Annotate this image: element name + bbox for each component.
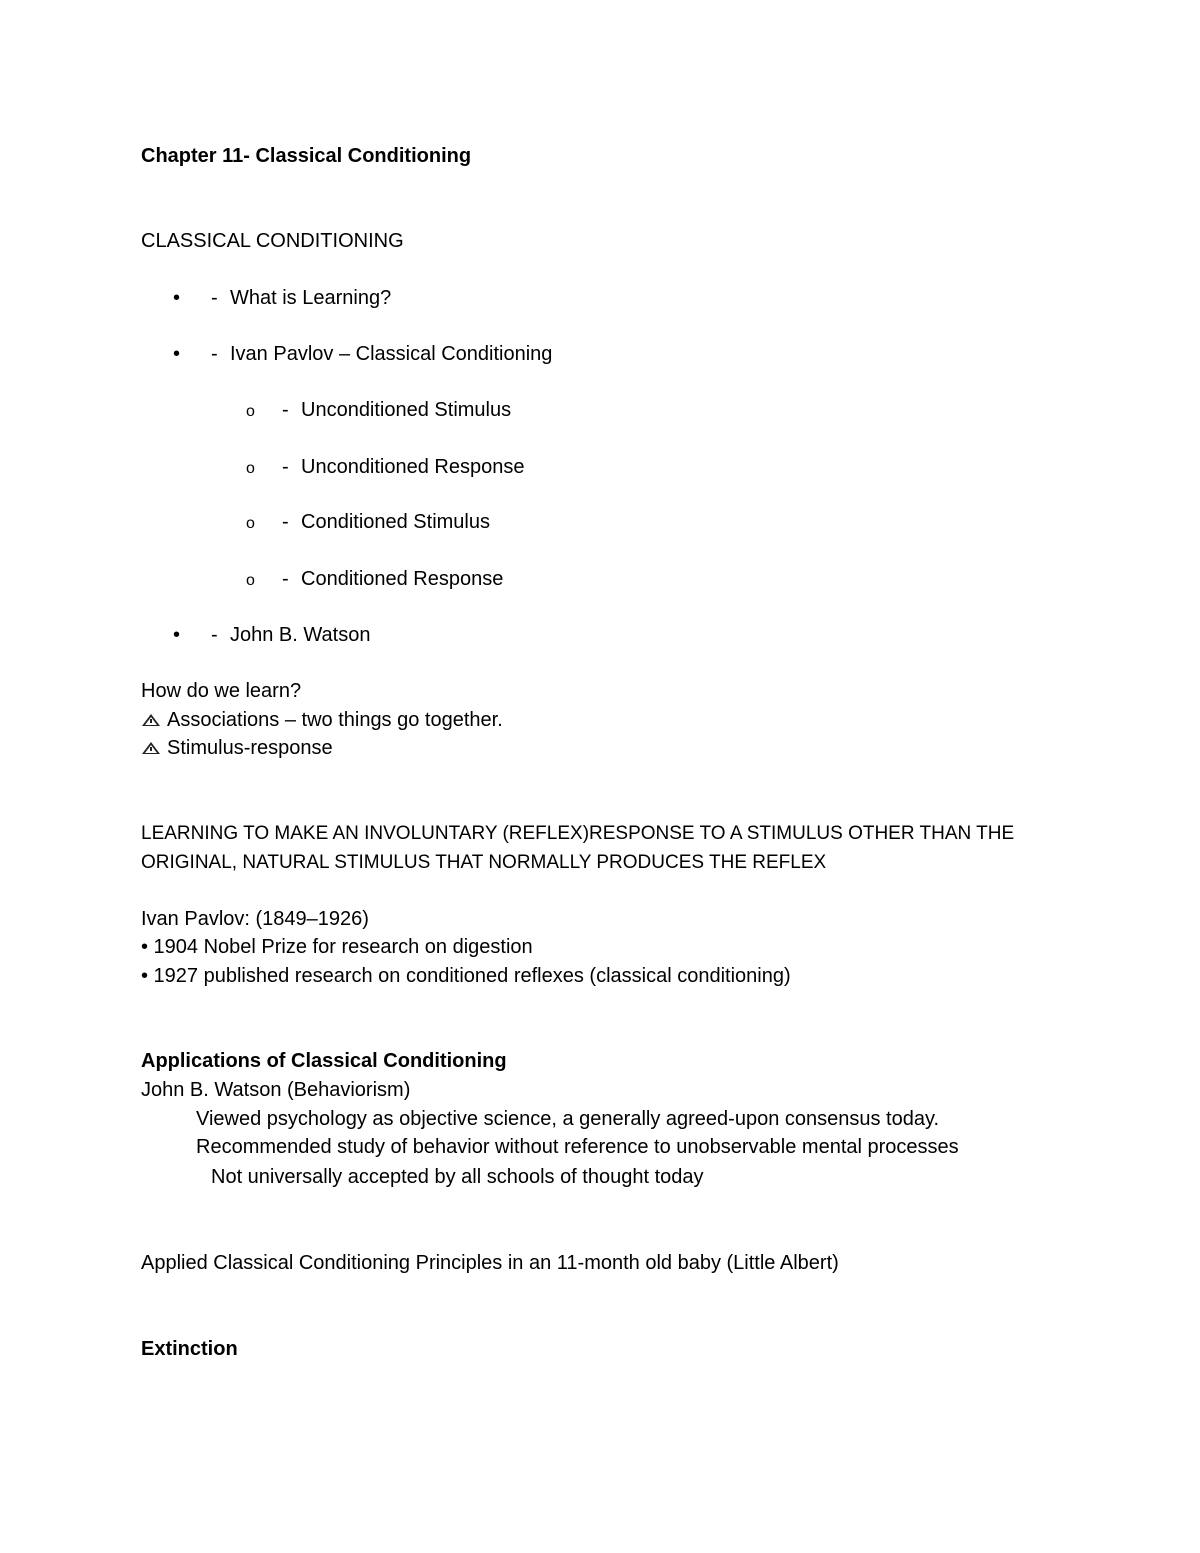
outline-item-label: Ivan Pavlov – Classical Conditioning	[230, 343, 553, 365]
how-learn-item-1	[141, 708, 503, 732]
bullet-marker: •	[173, 624, 181, 646]
watson-point-1: Viewed psychology as objective science, a generally agreed-upon consensus today.	[196, 1108, 940, 1130]
dash-marker: -	[211, 287, 218, 309]
pavlov-fact-1: • 1904 Nobel Prize for research on digestion	[141, 936, 533, 958]
outline-subitem-label: Conditioned Stimulus	[301, 511, 490, 533]
definition-line-1: LEARNING TO MAKE AN INVOLUNTARY (REFLEX)RESPONSE TO A STIMULUS OTHER THAN THE	[141, 823, 1015, 844]
sub-marker: o	[246, 403, 255, 420]
sub-marker: o	[246, 572, 255, 589]
how-learn-question: How do we learn?	[141, 680, 302, 702]
watson-line: John B. Watson (Behaviorism)	[141, 1079, 411, 1101]
document-title: Chapter 11- Classical Conditioning	[141, 145, 472, 167]
dash-marker: -	[282, 399, 289, 421]
warning-icon	[141, 713, 161, 727]
watson-point-2: Recommended study of behavior without reference to unobservable mental processes	[196, 1136, 959, 1158]
outline-item-label: John B. Watson	[230, 624, 371, 646]
dash-marker: -	[282, 456, 289, 478]
dash-marker: -	[211, 624, 218, 646]
watson-point-3: Not universally accepted by all schools of thought today	[211, 1166, 704, 1188]
little-albert-line: Applied Classical Conditioning Principles in an 11-month old baby (Little Albert)	[141, 1252, 839, 1274]
pavlov-heading: Ivan Pavlov: (1849–1926)	[141, 908, 369, 930]
outline-subitem-label: Unconditioned Stimulus	[301, 399, 512, 421]
warning-icon	[141, 741, 161, 755]
pavlov-fact-2: • 1927 published research on conditioned reflexes (classical conditioning)	[141, 965, 791, 987]
sub-marker: o	[246, 460, 255, 477]
how-learn-item-2	[141, 736, 333, 760]
outline-item-label: What is Learning?	[230, 287, 392, 309]
dash-marker: -	[211, 343, 218, 365]
dash-marker: -	[282, 568, 289, 590]
dash-marker: -	[282, 511, 289, 533]
section-heading: CLASSICAL CONDITIONING	[141, 230, 404, 252]
bullet-marker: •	[173, 343, 181, 365]
sub-marker: o	[246, 515, 255, 532]
outline-subitem-label: Conditioned Response	[301, 568, 504, 590]
definition-line-2: ORIGINAL, NATURAL STIMULUS THAT NORMALLY PRODUCES THE REFLEX	[141, 852, 827, 873]
extinction-heading: Extinction	[141, 1338, 238, 1360]
outline-subitem-label: Unconditioned Response	[301, 456, 525, 478]
applications-heading: Applications of Classical Conditioning	[141, 1050, 507, 1072]
how-learn-item-label: Associations – two things go together.	[167, 709, 503, 731]
bullet-marker: •	[173, 287, 181, 309]
how-learn-item-label: Stimulus-response	[167, 737, 333, 759]
